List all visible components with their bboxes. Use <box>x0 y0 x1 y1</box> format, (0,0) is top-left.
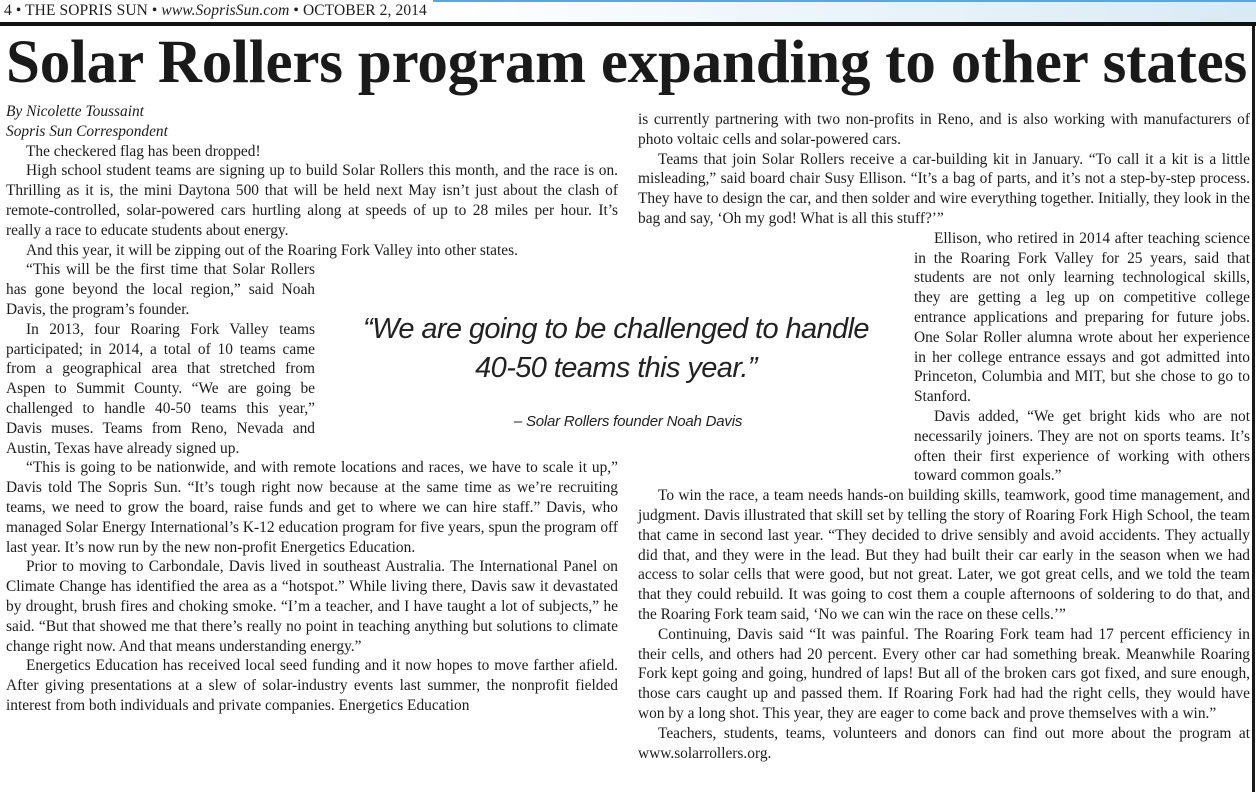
pull-quote <box>346 310 886 430</box>
narrow-text-block <box>6 260 315 458</box>
pull-quote-attribution: – Solar Rollers founder Noah Davis <box>513 413 743 430</box>
byline-author: By Nicolette Toussaint <box>6 103 144 120</box>
byline-role: Sopris Sun Correspondent <box>6 122 168 140</box>
separator: • <box>151 2 158 19</box>
pull-quote-line: “We are going to be challenged to handle <box>363 313 869 345</box>
running-head <box>0 0 1256 22</box>
paper-name: THE SOPRIS SUN <box>25 2 148 19</box>
issue-date: OCTOBER 2, 2014 <box>302 2 427 19</box>
separator: • <box>293 2 299 19</box>
paragraph: Continuing, Davis said “It was painful. The Roaring Fork team had 17 percent efficiency in their cells, and others had 20 percent. Every other car had something break. Meanwhile Roaring Fork kept going and going, hundred of laps! But all of the broken cars got fixed, and sure enough, those cars caught up and passed them. If Roaring Fork had had the right cells, they would have won by a long shot. This year, they are eager to come back and prove themselves with a win.” <box>638 625 1250 722</box>
pull-quote-line: 40-50 teams this year.” <box>475 352 757 384</box>
article-column-right <box>638 110 1250 763</box>
pull-quote-text <box>346 310 886 388</box>
paragraph: Prior to moving to Carbondale, Davis lived in southeast Australia. The International Panel on Climate Change has identified the area as a “hotspot.” While living there, Davis saw it devastated by drought, brush fires and choking smoke. “I’m a teacher, and I have taught a lot of subjects,” he said. “But that showed me that there’s really no point in teaching anything but solutions to climate change right now. And that means understanding energy.” <box>6 558 618 655</box>
paragraph: The checkered flag has been dropped! <box>26 142 261 160</box>
paragraph: “This is going to be nationwide, and with remote locations and races, we have to scale it up,” Davis told The Sopris Sun. “It’s tough right now because at the same time as we’re recruiting teams, we need to grow the board, raise funds and get to where we can hire staff.” Davis, who managed Solar Energy International’s K-12 education program for five years, spun the program off last year. It’s now run by the new non-profit Energetics Education. <box>6 459 618 556</box>
paragraph: Davis added, “We get bright kids who are not necessarily joiners. They are not on sports teams. It’s often their first experience of working with others toward common goals.” <box>914 407 1250 485</box>
page-number: 4 <box>4 2 12 19</box>
paragraph: In 2013, four Roaring Fork Valley teams participated; in 2014, a total of 10 teams came from a geographical area that stretched from Aspen to Summit County. “We are going be challenged to handle 40-50 teams this year,” Davis muses. Teams from Reno, Nevada and Austin, Texas have already signed up. <box>6 320 315 457</box>
paragraph: High school student teams are signing up to build Solar Rollers this month, and the race is on. Thrilling as it is, the mini Daytona 500 that will be held next May isn’t just about the clash of remote-controlled, solar-powered cars hurtling along at speeds of up to 28 miles per hour. It’s really a race to educate students about energy. <box>6 162 618 239</box>
paragraph: Teachers, students, teams, volunteers and donors can find out more about the program at www.solarrollers.org. <box>638 724 1250 762</box>
paragraph: “This will be the first time that Solar Rollers has gone beyond the local region,” said Noah Davis, the program’s founder. <box>6 261 315 318</box>
paragraph: And this year, it will be zipping out of the Roaring Fork Valley into other states. <box>26 241 518 259</box>
paragraph: Energetics Education has received local seed funding and it now hopes to move farther afield. After giving presentations at a slew of solar-industry events last summer, the nonprofit fielded interest from both individuals and private companies. Energetics Education <box>6 657 618 714</box>
page-edge-rule <box>1252 26 1255 792</box>
headline: Solar Rollers program expanding to other states <box>6 29 1248 96</box>
running-head-text <box>0 2 427 20</box>
separator: • <box>15 2 22 19</box>
paper-url: www.SoprisSun.com <box>161 2 290 19</box>
header-color-band <box>433 0 1256 22</box>
paragraph: Ellison, who retired in 2014 after teaching science in the Roaring Fork Valley for 25 years, said that students are not only learning technological skills, they are getting a leg up on competitive college entrance applications and preparing for future jobs. One Solar Roller alumna wrote about her experience in her college entrance essays and got admitted into Princeton, Columbia and MIT, but she chose to go to Stanford. <box>914 229 1250 406</box>
paragraph: To win the race, a team needs hands-on building skills, teamwork, good time management, and judgment. Davis illustrated that skill set by telling the story of Roaring Fork High School, the team that came in second last year. “They decided to drive sensibly and avoid accidents. They actually did that, and they were in the lead. But they had built their car early in the season when we had access to solar cells that were good, but not great. Later, we got great cells, and we told the team that they could rebuild. It was going to cost them a couple afternoons of soldering to do that, and the Roaring Fork team said, ‘No we can win the race on these cells.’” <box>638 487 1250 623</box>
paragraph: Teams that join Solar Rollers receive a car-building kit in January. “To call it a kit is a little misleading,” said board chair Susy Ellison. “It’s a bag of parts, and it’s not a step-by-step process. They have to design the car, and then solder and wire everything together. Initially, they look in the bag and say, ‘Oh my god! What is all this stuff?’” <box>638 150 1250 227</box>
paragraph: is currently partnering with two non-profits in Reno, and is also working with manufacturers of photo voltaic cells and solar-powered cars. <box>638 111 1250 148</box>
